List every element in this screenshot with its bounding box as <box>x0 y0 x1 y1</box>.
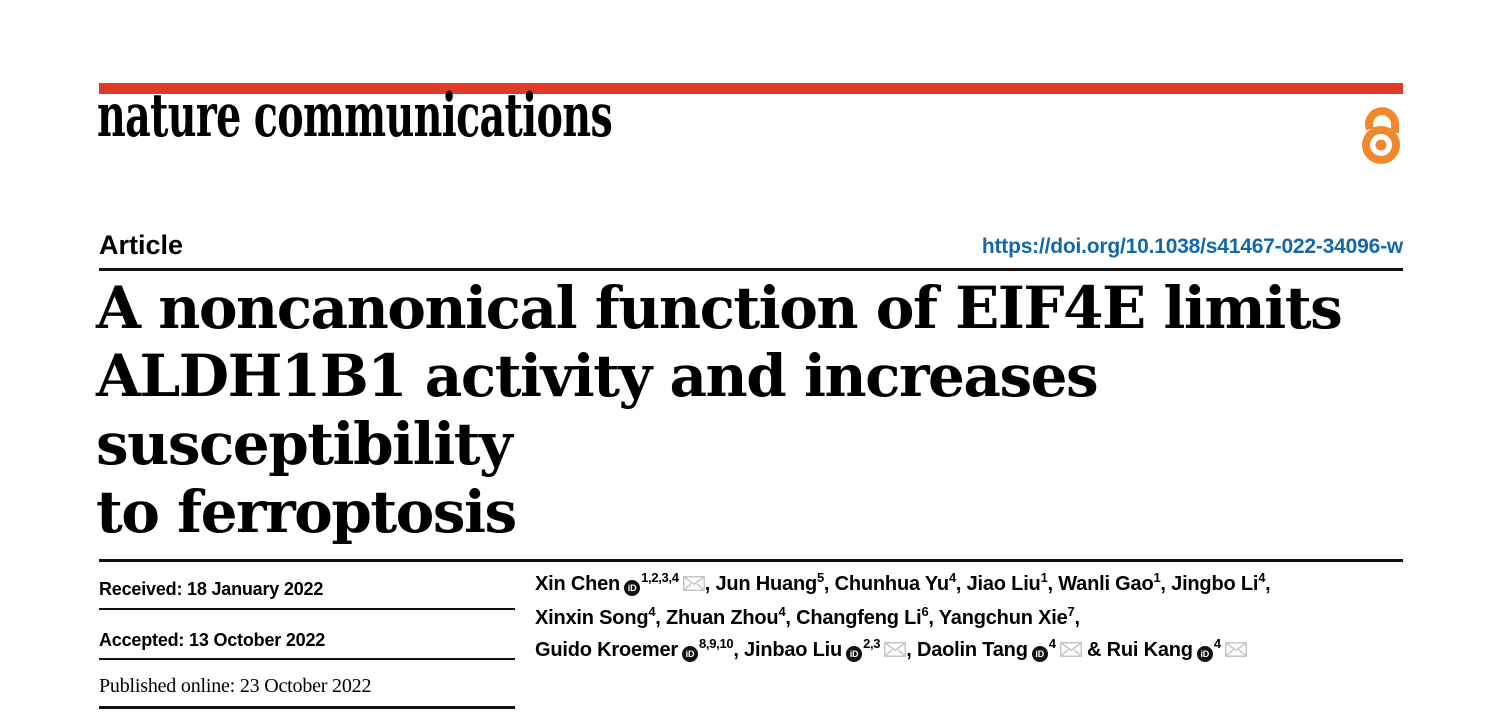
affiliation-superscript: 8,9,10 <box>698 636 734 651</box>
affiliation-superscript: 1 <box>1040 570 1048 585</box>
history-bottom-rule <box>99 706 515 709</box>
envelope-icon[interactable] <box>884 635 906 668</box>
affiliation-superscript: 2,3 <box>863 636 881 651</box>
envelope-icon[interactable] <box>683 569 705 602</box>
affiliation-superscript: 4 <box>1213 636 1221 651</box>
accepted-date: Accepted: 13 October 2022 <box>99 630 326 650</box>
author-name: Daolin Tang $iD^4$ <box>917 639 1082 661</box>
affiliation-superscript: 4 <box>948 570 956 585</box>
header-divider-rule <box>99 268 1403 271</box>
affiliation-superscript: 7 <box>1067 603 1075 619</box>
author-name: Jinbao Liu iD$^{2,3}$ <box>744 639 906 661</box>
orcid-icon[interactable]: iD <box>1032 646 1048 662</box>
orcid-icon[interactable]: iD <box>846 646 862 662</box>
author-name: Guido Kroemer iD$^{8,9,10}$ <box>535 636 734 661</box>
orcid-icon[interactable]: iD <box>682 646 698 662</box>
published-date: Published online: 23 October 2022 <box>99 675 372 697</box>
author-name: Xinxin Song$^4$ <box>535 603 656 629</box>
article-type-label: Article <box>99 230 184 260</box>
author-list: Xin Chen iD$^{1,2,3,4}$ , Jun Huang$^5$, Chunhua Yu$^4$, Jiao Liu$^1$, Wanli Gao$^1$, Jingbo Li$^4$, Xinxin Song$^4$, Zhuan Zhou$^4$, Changfeng Li$^6$, Yangchun Xie$^7$, Guido Kroemer iD$^{8,9,10}$, Jinbao Liu iD$^{2,3}$ , Daolin Tang $iD^4$ & Rui Kang $iD^4$ <box>535 568 1415 668</box>
orcid-icon[interactable]: iD <box>1197 646 1213 662</box>
history-top-rule <box>99 559 1403 562</box>
author-name: Wanli Gao$^1$ <box>1058 570 1161 595</box>
affiliation-superscript: 4 <box>1258 570 1266 585</box>
author-name: Zhuan Zhou$^4$ <box>666 603 786 629</box>
affiliation-superscript: 4 <box>648 603 656 619</box>
history-divider-rule <box>99 608 515 610</box>
author-name: Jingbo Li$^4$ <box>1171 570 1266 595</box>
author-name: Yangchun Xie$^7$ <box>938 603 1075 629</box>
title-line: ALDH1B1 activity and increases susceptibility <box>96 342 1098 478</box>
author-name: Chunhua Yu$^4$ <box>834 570 956 595</box>
affiliation-superscript: 4 <box>1048 636 1056 651</box>
history-divider-rule <box>99 658 515 660</box>
doi-link[interactable]: https://doi.org/10.1038/s41467-022-34096-w <box>981 235 1403 258</box>
author-name: Jiao Liu$^1$ <box>966 570 1048 595</box>
author-name: Xin Chen iD$^{1,2,3,4}$ <box>535 573 705 595</box>
affiliation-superscript: 1,2,3,4 <box>641 570 679 585</box>
open-access-lock-icon <box>1360 99 1402 165</box>
author-name: Changfeng Li$^6$ <box>796 603 929 629</box>
envelope-icon[interactable] <box>1225 635 1247 668</box>
author-name: Jun Huang$^5$ <box>715 570 824 595</box>
affiliation-superscript: 5 <box>816 570 824 585</box>
received-date: Received: 18 January 2022 <box>99 579 324 599</box>
envelope-icon[interactable] <box>1060 635 1082 668</box>
journal-wordmark[interactable]: nature communications <box>97 81 613 151</box>
title-line: to ferroptosis <box>96 478 516 546</box>
article-title <box>96 274 1488 546</box>
orcid-icon[interactable]: iD <box>624 580 640 596</box>
affiliation-superscript: 1 <box>1153 570 1161 585</box>
title-line: A noncanonical function of EIF4E limits <box>96 274 1342 342</box>
affiliation-superscript: 6 <box>921 603 929 619</box>
affiliation-superscript: 4 <box>778 603 786 619</box>
author-name: Rui Kang $iD^4$ <box>1107 639 1247 661</box>
